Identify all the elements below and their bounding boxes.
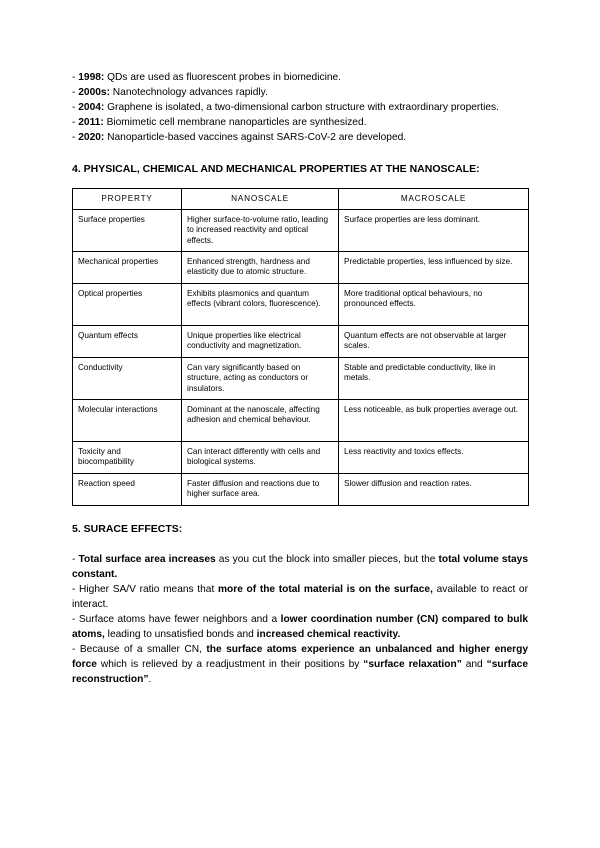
macroscale-cell: Predictable properties, less influenced by size. [339,252,529,284]
text-span: - Higher SA/V ratio means that [72,584,218,595]
property-cell: Optical properties [73,284,182,326]
section-4-heading: 4. PHYSICAL, CHEMICAL AND MECHANICAL PROPERTIES AT THE NANOSCALE: [72,163,480,175]
timeline-item: - 2004: Graphene is isolated, a two-dimensional carbon structure with extraordinary properties. [72,102,499,113]
bold-span: the surface atoms experience an unbalanced and higher energy force [72,644,529,670]
table-row [73,474,529,506]
document-page [72,70,528,687]
property-cell: Surface properties [73,210,182,252]
text-span: which is relieved by a readjustment in their positions by [96,659,364,670]
text-span: - [72,554,79,565]
text-span: leading to unsatisfied bonds and [104,629,257,640]
timeline-text: Nanoparticle-based vaccines against SARS-CoV-2 are developed. [104,132,407,143]
timeline-year: 2020: [78,132,105,143]
nanoscale-cell: Unique properties like electrical conductivity and magnetization. [182,326,339,358]
macroscale-cell: More traditional optical behaviours, no pronounced effects. [339,284,529,326]
surface-effect-item [72,642,528,687]
table-row [73,252,529,284]
nanoscale-cell: Exhibits plasmonics and quantum effects (vibrant colors, fluorescence). [182,284,339,326]
timeline-item: - 2020: Nanoparticle-based vaccines against SARS-CoV-2 are developed. [72,132,407,143]
text-span: and [461,659,487,670]
property-cell: Reaction speed [73,474,182,506]
table-row [73,326,529,358]
macroscale-cell: Quantum effects are not observable at larger scales. [339,326,529,358]
table-row [73,210,529,252]
timeline-list [72,70,528,145]
macroscale-cell: Slower diffusion and reaction rates. [339,474,529,506]
surface-effect-item [72,582,528,612]
timeline-text: QDs are used as fluorescent probes in biomedicine. [104,72,341,83]
timeline-item: - 2011: Biomimetic cell membrane nanoparticles are synthesized. [72,117,367,128]
property-cell: Mechanical properties [73,252,182,284]
timeline-year: 2000s: [78,87,110,98]
macroscale-cell: Stable and predictable conductivity, like in metals. [339,358,529,400]
nanoscale-cell: Enhanced strength, hardness and elasticity due to atomic structure. [182,252,339,284]
timeline-item: - 1998: QDs are used as fluorescent probes in biomedicine. [72,72,341,83]
surface-effect-item [72,612,528,642]
nanoscale-cell: Can vary significantly based on structure, acting as conductors or insulators. [182,358,339,400]
timeline-item: - 2000s: Nanotechnology advances rapidly. [72,87,268,98]
bold-span: Total surface area increases [78,554,216,565]
table-row [73,442,529,474]
property-cell: Conductivity [73,358,182,400]
nanoscale-cell: Dominant at the nanoscale, affecting adhesion and chemical behaviour. [182,400,339,442]
bold-span: total volume stays constant. [72,554,528,580]
macroscale-cell: Less reactivity and toxics effects. [339,442,529,474]
property-cell: Toxicity and biocompatibility [73,442,182,474]
property-cell: Quantum effects [73,326,182,358]
column-header-macroscale: MACROSCALE [339,189,529,210]
table-row [73,284,529,326]
surface-effect-item [72,552,528,582]
timeline-year: 2004: [78,102,105,113]
column-header-property: PROPERTY [73,189,182,210]
property-cell: Molecular interactions [73,400,182,442]
timeline-year: 2011: [78,117,104,128]
properties-table [72,188,529,506]
text-span: as you cut the block into smaller pieces, but the [215,554,439,565]
text-span: . [148,674,152,685]
text-span: available to react or interact. [72,584,528,610]
text-span: - Surface atoms have fewer neighbors and a [72,614,281,625]
timeline-text: Biomimetic cell membrane nanoparticles are synthesized. [103,117,367,128]
nanoscale-cell: Faster diffusion and reactions due to higher surface area. [182,474,339,506]
column-header-nanoscale: NANOSCALE [182,189,339,210]
bold-span: “surface reconstruction” [72,659,529,685]
nanoscale-cell: Can interact differently with cells and biological systems. [182,442,339,474]
macroscale-cell: Less noticeable, as bulk properties average out. [339,400,529,442]
surface-effects-list [72,552,528,687]
timeline-year: 1998: [78,72,105,83]
table-row [73,358,529,400]
bold-span: “surface relaxation” [363,659,462,670]
table-row [73,400,529,442]
macroscale-cell: Surface properties are less dominant. [339,210,529,252]
section-5-heading: 5. SURACE EFFECTS: [72,523,183,535]
timeline-text: Nanotechnology advances rapidly. [109,87,268,98]
timeline-text: Graphene is isolated, a two-dimensional carbon structure with extraordinary properties. [104,102,499,113]
bold-span: lower coordination number (CN) compared to bulk atoms, [72,614,528,640]
bold-span: more of the total material is on the surface, [217,584,433,595]
bold-span: increased chemical reactivity. [256,629,401,640]
nanoscale-cell: Higher surface-to-volume ratio, leading to increased reactivity and optical effects. [182,210,339,252]
table-header-row [73,189,529,210]
text-span: - Because of a smaller CN, [72,644,207,655]
